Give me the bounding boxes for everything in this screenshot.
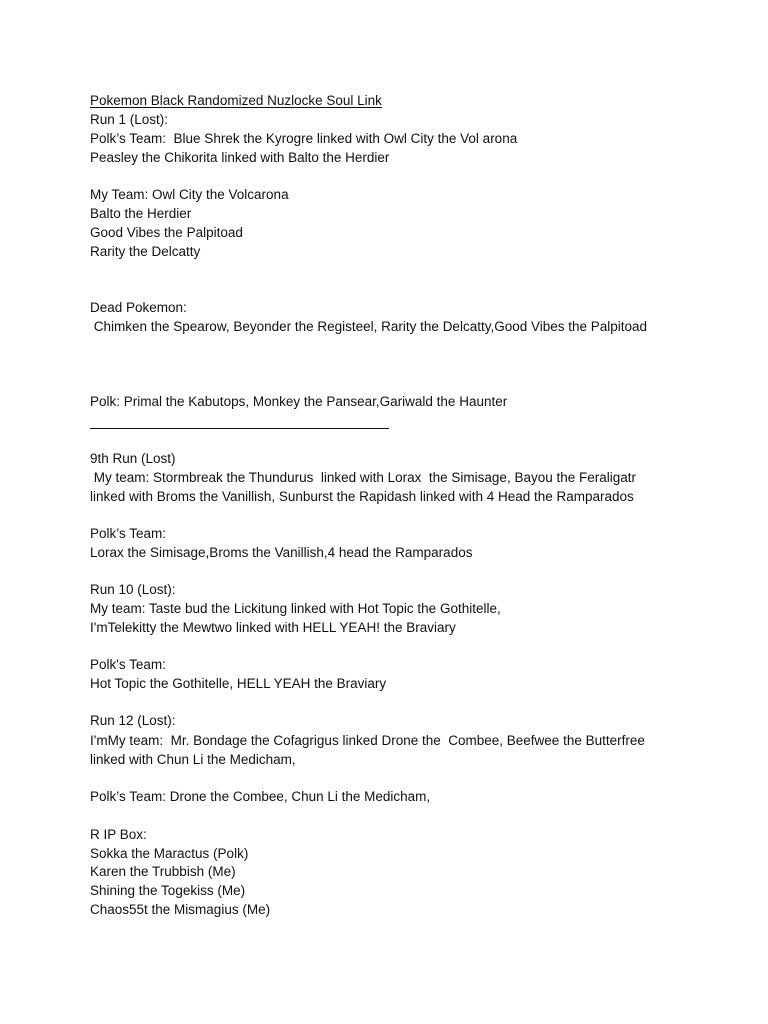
dead-pokemon-heading: Dead Pokemon:: [90, 300, 187, 315]
run12-my-team-line2: linked with Chun Li the Medicham,: [90, 752, 296, 767]
run10-heading: Run 10 (Lost):: [90, 582, 176, 597]
rip-box-entry: Shining the Togekiss (Me): [90, 883, 246, 898]
run1-my-team-line: My Team: Owl City the Volcarona: [90, 187, 289, 202]
run9-polk-team: Lorax the Simisage,Broms the Vanillish,4 head the Ramparados: [90, 545, 473, 560]
run9-my-team-line1: My team: Stormbreak the Thundurus linked with Lorax the Simisage, Bayou the Feraligatr: [90, 470, 637, 485]
run10-polk-heading: Polk's Team:: [90, 657, 166, 672]
run9-heading: 9th Run (Lost): [90, 451, 176, 466]
run9-polk-heading: Polk’s Team:: [90, 526, 167, 541]
section-divider: [90, 428, 389, 429]
run10-my-team-line1: My team: Taste bud the Lickitung linked with Hot Topic the Gothitelle,: [90, 601, 501, 616]
run1-polk-team-line1: Polk’s Team: Blue Shrek the Kyrogre linked with Owl City the Vol arona: [90, 131, 518, 146]
run1-my-team-line: Rarity the Delcatty: [90, 244, 201, 259]
run12-my-team-line1: I'mMy team: Mr. Bondage the Cofagrigus linked Drone the Combee, Beefwee the Butterfree: [90, 733, 645, 748]
rip-box-heading: R IP Box:: [90, 827, 147, 842]
dead-pokemon-list: Chimken the Spearow, Beyonder the Registeel, Rarity the Delcatty,Good Vibes the Palpitoad: [90, 319, 648, 334]
run1-my-team-line: Balto the Herdier: [90, 206, 192, 221]
run10-polk-team: Hot Topic the Gothitelle, HELL YEAH the Braviary: [90, 676, 387, 691]
run1-heading: Run 1 (Lost):: [90, 112, 169, 127]
run9-my-team-line2: linked with Broms the Vanillish, Sunburst the Rapidash linked with 4 Head the Ramparados: [90, 489, 634, 504]
run1-polk-team-line2: Peasley the Chikorita linked with Balto the Herdier: [90, 150, 390, 165]
polk-dead-list: Polk: Primal the Kabutops, Monkey the Pansear,Gariwald the Haunter: [90, 394, 508, 409]
run10-my-team-line2: I'mTelekitty the Mewtwo linked with HELL YEAH! the Braviary: [90, 620, 456, 635]
run12-polk-team: Polk’s Team: Drone the Combee, Chun Li the Medicham,: [90, 789, 431, 804]
rip-box-entry: Karen the Trubbish (Me): [90, 864, 236, 879]
rip-box-entry: Sokka the Maractus (Polk): [90, 846, 249, 861]
rip-box-entry: Chaos55t the Mismagius (Me): [90, 902, 271, 917]
run12-heading: Run 12 (Lost):: [90, 713, 176, 728]
document-title: Pokemon Black Randomized Nuzlocke Soul Link: [90, 93, 382, 108]
run1-my-team-line: Good Vibes the Palpitoad: [90, 225, 243, 240]
